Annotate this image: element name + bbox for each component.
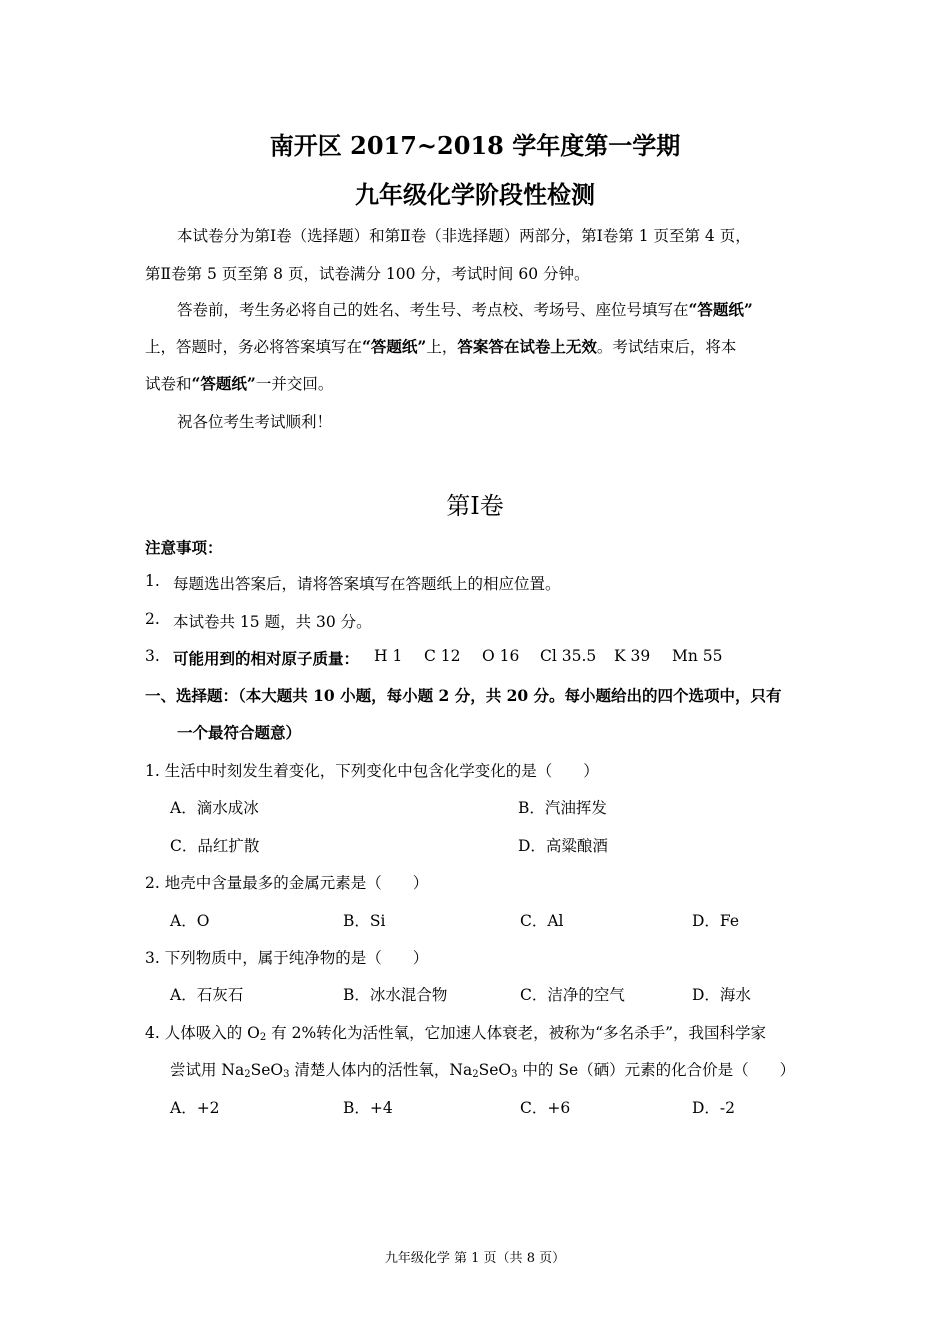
- question-2-option-b: B．Si: [343, 912, 386, 930]
- question-3-option-a: A．石灰石: [170, 986, 244, 1004]
- question-3-option-c: C．洁净的空气: [520, 986, 625, 1004]
- intro-p2-line1: 答卷前，考生务必将自己的姓名、考生号、考点校、考场号、座位号填写在“答题纸”: [177, 300, 753, 319]
- part1-heading-line2: 一个最符合题意）: [177, 723, 302, 742]
- answer-sheet-emphasis: “答题纸”: [688, 300, 753, 319]
- question-1-option-b: B．汽油挥发: [518, 799, 607, 817]
- question-1-option-a: A．滴水成冰: [170, 799, 259, 817]
- question-4-stem-line2: 尝试用 $Na_2SeO_3$ 清楚人体内的活性氧，$Na_2SeO_3$ 中的 Se（硒）元素的化合价是（ ）: [170, 1061, 796, 1080]
- note-1: 每题选出答案后，请将答案填写在答题纸上的相应位置。: [173, 575, 561, 593]
- atomic-mass-o: O 16: [482, 647, 520, 665]
- question-4-option-c: C．+6: [520, 1099, 571, 1117]
- atomic-mass-cl: Cl 35.5: [540, 647, 597, 665]
- note-3-number: 3.: [145, 647, 160, 665]
- part1-heading-line1: 一、选择题：（本大题共 10 小题，每小题 2 分，共 20 分。每小题给出的四个选项中，只有: [145, 686, 782, 705]
- invalid-answer-warning: 答案答在试卷上无效: [457, 337, 597, 356]
- atomic-mass-mn: Mn 55: [672, 647, 723, 665]
- question-2-option-d: D．Fe: [692, 912, 740, 930]
- question-4-option-a: A．+2: [170, 1099, 220, 1117]
- intro-p2-line2: 上，答题时，务必将答案填写在“答题纸”上，答案答在试卷上无效。考试结束后，将本: [145, 337, 737, 356]
- intro-p1-line1: 本试卷分为第Ⅰ卷（选择题）和第Ⅱ卷（非选择题）两部分，第Ⅰ卷第 1 页至第 4 页，: [177, 227, 751, 245]
- question-3-option-b: B．冰水混合物: [343, 986, 448, 1004]
- note-2-number: 2.: [145, 610, 160, 628]
- question-4-option-d: D．-2: [692, 1099, 736, 1117]
- atomic-mass-c: C 12: [424, 647, 461, 665]
- exam-subtitle: 九年级化学阶段性检测: [355, 180, 595, 209]
- page-footer: 九年级化学 第 1 页（共 8 页）: [384, 1251, 566, 1266]
- question-3-stem: 3. 下列物质中，属于纯净物的是（ ）: [145, 949, 429, 967]
- exam-title: 南开区 2017~2018 学年度第一学期: [269, 131, 681, 160]
- question-2-stem: 2. 地壳中含量最多的金属元素是（ ）: [145, 874, 429, 892]
- answer-sheet-emphasis: “答题纸”: [362, 337, 427, 356]
- question-4-option-b: B．+4: [343, 1099, 393, 1117]
- atomic-mass-h: H 1: [374, 647, 403, 665]
- question-4-stem-line1: 4. 人体吸入的 $O_2$ 有 2%转化为活性氧，它加速人体衰老，被称为“多名杀手”，我国科学家: [145, 1024, 767, 1043]
- intro-p1-line2: 第Ⅱ卷第 5 页至第 8 页，试卷满分 100 分，考试时间 60 分钟。: [145, 265, 590, 283]
- question-1-stem: 1. 生活中时刻发生着变化，下列变化中包含化学变化的是（ ）: [145, 762, 599, 780]
- answer-sheet-emphasis: “答题纸”: [191, 374, 256, 393]
- question-1-option-c: C．品红扩散: [170, 837, 260, 855]
- note-3-label: 可能用到的相对原子质量：: [173, 649, 360, 668]
- atomic-mass-k: K 39: [614, 647, 651, 665]
- intro-p2-line3: 试卷和“答题纸”一并交回。: [145, 374, 334, 393]
- note-1-number: 1.: [145, 572, 160, 590]
- intro-wish: 祝各位考生考试顺利！: [177, 413, 333, 431]
- section-title: 第Ⅰ卷: [446, 492, 504, 520]
- question-1-option-d: D．高粱酿酒: [518, 837, 608, 855]
- notes-heading: 注意事项：: [145, 538, 223, 557]
- note-2: 本试卷共 15 题，共 30 分。: [173, 613, 372, 631]
- question-2-option-a: A．O: [170, 912, 210, 930]
- question-2-option-c: C．Al: [520, 912, 564, 930]
- question-3-option-d: D．海水: [692, 986, 751, 1004]
